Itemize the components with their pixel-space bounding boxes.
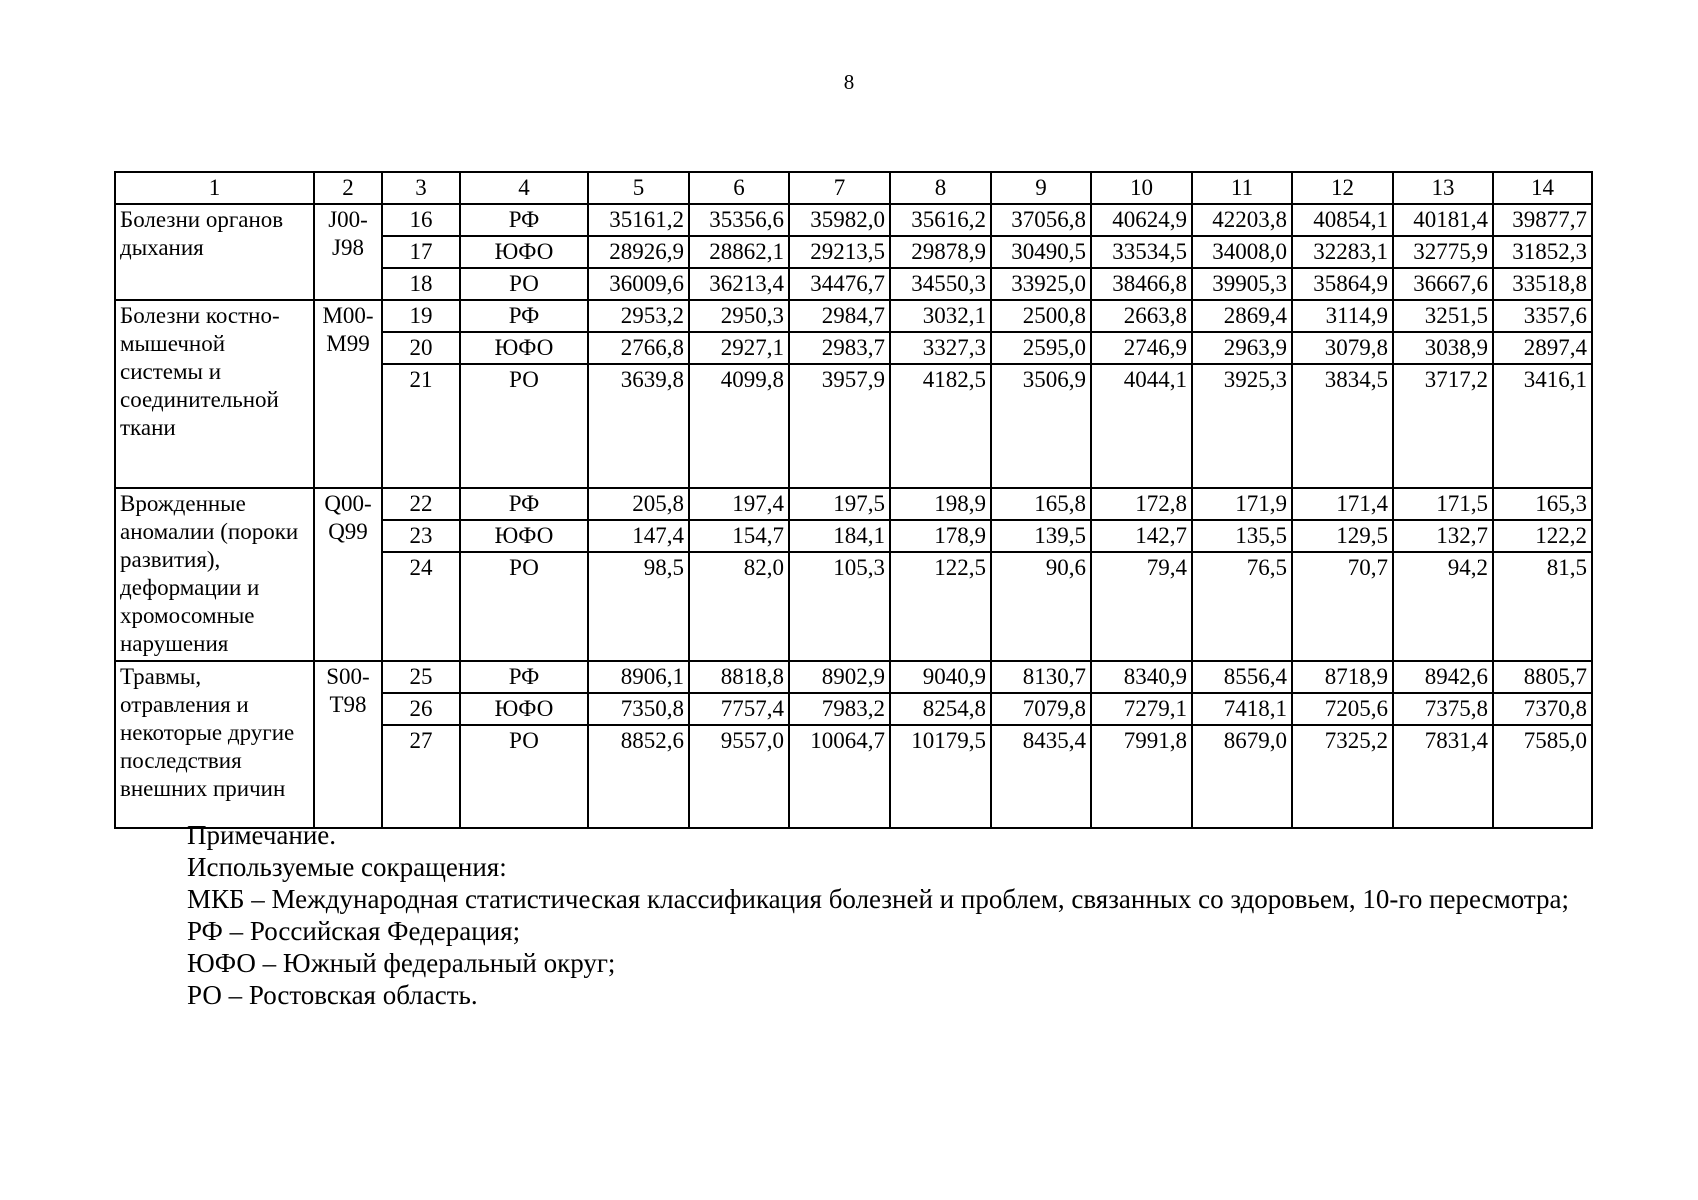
value-cell: 32775,9 <box>1393 236 1493 268</box>
abbreviation-mkb: МКБ – Международная статистическая классификация болезней и проблем, связанных со здоровьем, 10-го пересмотра; <box>187 884 1569 914</box>
value-cell: 3834,5 <box>1292 364 1393 488</box>
value-cell: 3251,5 <box>1393 300 1493 332</box>
page-number: 8 <box>843 70 855 94</box>
value-cell: 40181,4 <box>1393 204 1493 236</box>
value-cell: 37056,8 <box>991 204 1091 236</box>
value-cell: 34008,0 <box>1192 236 1292 268</box>
value-cell: 7585,0 <box>1493 725 1592 828</box>
table-row <box>115 300 1592 332</box>
value-cell: 8852,6 <box>588 725 689 828</box>
column-header-1: 1 <box>115 172 314 204</box>
value-cell: 94,2 <box>1393 552 1493 661</box>
value-cell: 197,4 <box>689 488 789 520</box>
table-row <box>115 661 1592 693</box>
value-cell: 4044,1 <box>1091 364 1192 488</box>
value-cell: 38466,8 <box>1091 268 1192 300</box>
value-cell: 76,5 <box>1192 552 1292 661</box>
value-cell: 7983,2 <box>789 693 890 725</box>
value-cell: 3957,9 <box>789 364 890 488</box>
abbreviation-ro: РО – Ростовская область. <box>187 980 478 1010</box>
value-cell: 39905,3 <box>1192 268 1292 300</box>
value-cell: 8130,7 <box>991 661 1091 693</box>
value-cell: 35356,6 <box>689 204 789 236</box>
value-cell: 7757,4 <box>689 693 789 725</box>
value-cell: 165,3 <box>1493 488 1592 520</box>
value-cell: 2595,0 <box>991 332 1091 364</box>
value-cell: 7325,2 <box>1292 725 1393 828</box>
value-cell: 3357,6 <box>1493 300 1592 332</box>
abbreviation-yufo: ЮФО – Южный федеральный округ; <box>187 948 616 978</box>
column-header-9: 9 <box>991 172 1091 204</box>
region: РО <box>460 364 588 488</box>
value-cell: 122,2 <box>1493 520 1592 552</box>
value-cell: 40624,9 <box>1091 204 1192 236</box>
value-cell: 2984,7 <box>789 300 890 332</box>
value-cell: 7418,1 <box>1192 693 1292 725</box>
row-number: 25 <box>382 661 460 693</box>
value-cell: 3079,8 <box>1292 332 1393 364</box>
value-cell: 8805,7 <box>1493 661 1592 693</box>
region: РО <box>460 552 588 661</box>
value-cell: 34550,3 <box>890 268 991 300</box>
value-cell: 2927,1 <box>689 332 789 364</box>
value-cell: 79,4 <box>1091 552 1192 661</box>
row-number: 20 <box>382 332 460 364</box>
value-cell: 9557,0 <box>689 725 789 828</box>
value-cell: 198,9 <box>890 488 991 520</box>
value-cell: 154,7 <box>689 520 789 552</box>
value-cell: 36667,6 <box>1393 268 1493 300</box>
column-header-14: 14 <box>1493 172 1592 204</box>
value-cell: 8902,9 <box>789 661 890 693</box>
value-cell: 82,0 <box>689 552 789 661</box>
value-cell: 142,7 <box>1091 520 1192 552</box>
disease-group-name: Врожденные аномалии (пороки развития), деформации и хромосомные нарушения <box>115 488 314 661</box>
value-cell: 33925,0 <box>991 268 1091 300</box>
row-number: 23 <box>382 520 460 552</box>
region: РФ <box>460 488 588 520</box>
value-cell: 98,5 <box>588 552 689 661</box>
row-number: 26 <box>382 693 460 725</box>
column-header-13: 13 <box>1393 172 1493 204</box>
value-cell: 8906,1 <box>588 661 689 693</box>
icd-code: M00- M99 <box>314 300 382 488</box>
table-body <box>115 172 1592 828</box>
value-cell: 30490,5 <box>991 236 1091 268</box>
column-header-7: 7 <box>789 172 890 204</box>
row-number: 21 <box>382 364 460 488</box>
disease-group-name: Травмы, отравления и некоторые другие последствия внешних причин <box>115 661 314 828</box>
value-cell: 10064,7 <box>789 725 890 828</box>
icd-code: J00- J98 <box>314 204 382 300</box>
value-cell: 36009,6 <box>588 268 689 300</box>
row-number: 22 <box>382 488 460 520</box>
value-cell: 139,5 <box>991 520 1091 552</box>
region: РФ <box>460 300 588 332</box>
statistics-table <box>114 171 1593 829</box>
value-cell: 32283,1 <box>1292 236 1393 268</box>
value-cell: 33518,8 <box>1493 268 1592 300</box>
disease-group-name: Болезни костно-мышечной системы и соединительной ткани <box>115 300 314 488</box>
value-cell: 2663,8 <box>1091 300 1192 332</box>
value-cell: 7375,8 <box>1393 693 1493 725</box>
value-cell: 135,5 <box>1192 520 1292 552</box>
value-cell: 184,1 <box>789 520 890 552</box>
value-cell: 197,5 <box>789 488 890 520</box>
value-cell: 171,5 <box>1393 488 1493 520</box>
value-cell: 8718,9 <box>1292 661 1393 693</box>
value-cell: 35982,0 <box>789 204 890 236</box>
icd-code: S00- T98 <box>314 661 382 828</box>
value-cell: 2953,2 <box>588 300 689 332</box>
value-cell: 2746,9 <box>1091 332 1192 364</box>
column-header-12: 12 <box>1292 172 1393 204</box>
value-cell: 2897,4 <box>1493 332 1592 364</box>
value-cell: 3327,3 <box>890 332 991 364</box>
table-row <box>115 488 1592 520</box>
value-cell: 33534,5 <box>1091 236 1192 268</box>
value-cell: 3114,9 <box>1292 300 1393 332</box>
row-number: 18 <box>382 268 460 300</box>
value-cell: 171,4 <box>1292 488 1393 520</box>
value-cell: 7279,1 <box>1091 693 1192 725</box>
value-cell: 4182,5 <box>890 364 991 488</box>
value-cell: 2950,3 <box>689 300 789 332</box>
region: РФ <box>460 661 588 693</box>
value-cell: 70,7 <box>1292 552 1393 661</box>
value-cell: 172,8 <box>1091 488 1192 520</box>
value-cell: 10179,5 <box>890 725 991 828</box>
row-number: 17 <box>382 236 460 268</box>
column-header-2: 2 <box>314 172 382 204</box>
value-cell: 2766,8 <box>588 332 689 364</box>
value-cell: 7079,8 <box>991 693 1091 725</box>
value-cell: 31852,3 <box>1493 236 1592 268</box>
column-header-11: 11 <box>1192 172 1292 204</box>
value-cell: 165,8 <box>991 488 1091 520</box>
value-cell: 205,8 <box>588 488 689 520</box>
region: РО <box>460 725 588 828</box>
row-number: 16 <box>382 204 460 236</box>
value-cell: 9040,9 <box>890 661 991 693</box>
value-cell: 7370,8 <box>1493 693 1592 725</box>
notes-title: Примечание. <box>187 820 337 850</box>
header-row <box>115 172 1592 204</box>
value-cell: 3032,1 <box>890 300 991 332</box>
value-cell: 122,5 <box>890 552 991 661</box>
value-cell: 42203,8 <box>1192 204 1292 236</box>
value-cell: 4099,8 <box>689 364 789 488</box>
value-cell: 90,6 <box>991 552 1091 661</box>
table-row <box>115 204 1592 236</box>
region: ЮФО <box>460 236 588 268</box>
row-number: 27 <box>382 725 460 828</box>
column-header-10: 10 <box>1091 172 1192 204</box>
value-cell: 105,3 <box>789 552 890 661</box>
value-cell: 36213,4 <box>689 268 789 300</box>
value-cell: 29878,9 <box>890 236 991 268</box>
value-cell: 39877,7 <box>1493 204 1592 236</box>
value-cell: 129,5 <box>1292 520 1393 552</box>
value-cell: 40854,1 <box>1292 204 1393 236</box>
value-cell: 7991,8 <box>1091 725 1192 828</box>
value-cell: 171,9 <box>1192 488 1292 520</box>
abbreviation-rf: РФ – Российская Федерация; <box>187 916 521 946</box>
value-cell: 3506,9 <box>991 364 1091 488</box>
region: ЮФО <box>460 520 588 552</box>
value-cell: 2963,9 <box>1192 332 1292 364</box>
value-cell: 3717,2 <box>1393 364 1493 488</box>
value-cell: 3038,9 <box>1393 332 1493 364</box>
value-cell: 178,9 <box>890 520 991 552</box>
value-cell: 2500,8 <box>991 300 1091 332</box>
region: РО <box>460 268 588 300</box>
notes-section <box>114 819 1591 1011</box>
row-number: 24 <box>382 552 460 661</box>
value-cell: 29213,5 <box>789 236 890 268</box>
column-header-8: 8 <box>890 172 991 204</box>
column-header-4: 4 <box>460 172 588 204</box>
value-cell: 34476,7 <box>789 268 890 300</box>
value-cell: 7205,6 <box>1292 693 1393 725</box>
value-cell: 7350,8 <box>588 693 689 725</box>
value-cell: 8818,8 <box>689 661 789 693</box>
value-cell: 3639,8 <box>588 364 689 488</box>
column-header-3: 3 <box>382 172 460 204</box>
value-cell: 132,7 <box>1393 520 1493 552</box>
value-cell: 8435,4 <box>991 725 1091 828</box>
column-header-5: 5 <box>588 172 689 204</box>
value-cell: 8942,6 <box>1393 661 1493 693</box>
value-cell: 8340,9 <box>1091 661 1192 693</box>
column-header-6: 6 <box>689 172 789 204</box>
value-cell: 8254,8 <box>890 693 991 725</box>
value-cell: 8556,4 <box>1192 661 1292 693</box>
value-cell: 7831,4 <box>1393 725 1493 828</box>
region: ЮФО <box>460 693 588 725</box>
value-cell: 35864,9 <box>1292 268 1393 300</box>
value-cell: 35616,2 <box>890 204 991 236</box>
disease-group-name: Болезни органов дыхания <box>115 204 314 300</box>
value-cell: 28862,1 <box>689 236 789 268</box>
region: ЮФО <box>460 332 588 364</box>
value-cell: 28926,9 <box>588 236 689 268</box>
region: РФ <box>460 204 588 236</box>
icd-code: Q00- Q99 <box>314 488 382 661</box>
value-cell: 35161,2 <box>588 204 689 236</box>
value-cell: 8679,0 <box>1192 725 1292 828</box>
notes-intro: Используемые сокращения: <box>187 852 507 882</box>
value-cell: 2983,7 <box>789 332 890 364</box>
value-cell: 147,4 <box>588 520 689 552</box>
value-cell: 3925,3 <box>1192 364 1292 488</box>
value-cell: 81,5 <box>1493 552 1592 661</box>
value-cell: 3416,1 <box>1493 364 1592 488</box>
row-number: 19 <box>382 300 460 332</box>
value-cell: 2869,4 <box>1192 300 1292 332</box>
